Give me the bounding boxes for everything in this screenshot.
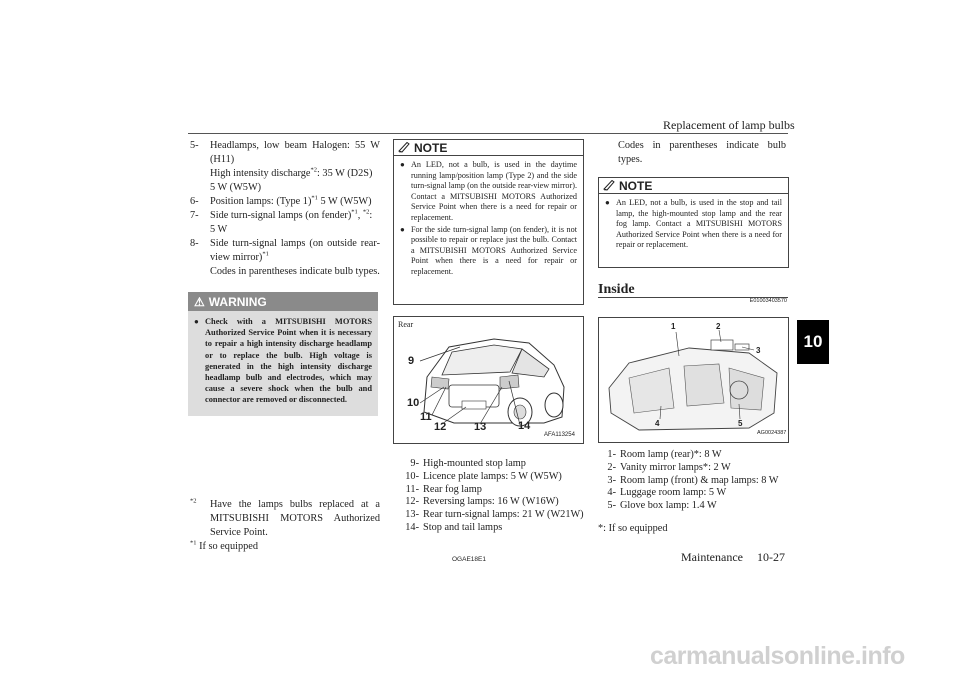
footer-section: Maintenance [681,550,743,564]
callout-label: 14 [518,420,531,432]
page-number: 10-27 [757,550,785,564]
list-item: 5- Glove box lamp: 1.4 W [607,500,717,512]
list-item: 2- Vanity mirror lamps*: 2 W [607,461,731,473]
note-box: NOTE ● An LED, not a bulb, is used in the stop and tail lamp, the high-mounted stop lamp and the rear fog lamp. Contact a MITSUBISHI MOTORS Authorized Service Point when there is a need for repair or replacement. [598,177,789,268]
figure-code: AFA113254 [544,432,575,438]
running-header: Replacement of lamp bulbs [663,118,795,132]
section-title: Inside [598,282,635,297]
list-item: 6- Position lamps: (Type 1)$^{*1}$ 5 W (W5W) [190,194,372,207]
bullet-icon: ● [400,224,405,234]
list-item: ● An LED, not a bulb, is used in the stop and tail lamp, the high-mounted stop lamp and the rear fog lamp. Contact a MITSUBISHI MOTORS Authorized Service Point when there is a need for repair or replacement. [605,198,782,250]
rear-lamp-list [396,458,586,535]
note-pencil-icon [603,180,615,191]
note-box: NOTE ● An LED, not a bulb, is used in the daytime running lamp/position lamp (Type 2) and the side turn-signal lamp (on the outside rear-view mirror). Contact a MITSUBISHI MOTORS Authorized Service Point when there is a need for repair or replacement. ● For the side turn-signal lamp (on fender), it is not possible to repair or replace just the bulb. Contact a MITSUBISHI MOTORS Authorized Service Point when there is a need for repair or replacement. [393,139,584,305]
list-item: 4- Luggage room lamp: 5 W [607,487,727,499]
chapter-tab[interactable]: 10 [797,320,829,364]
list-item: 12- Reversing lamps: 16 W (W16W) [405,496,559,508]
footnote-text: If so equipped [199,541,258,552]
footnote-text: *: If so equipped [598,523,668,534]
warning-triangle-icon: ⚠ [194,294,205,309]
section-code: E01003403570 [749,298,787,304]
footnote-text: Have the lamps bulbs replaced at a MITSUBISHI MOTORS Authorized Service Point. [210,499,380,538]
list-item: 8- Side turn-signal lamps (on outside rear- view mirror)$^{*1}$ Codes in parentheses indicate bulb types. [190,238,380,277]
front-lamp-list [190,139,380,279]
list-item: ● An LED, not a bulb, is used in the daytime running lamp/position lamp (Type 2) and the side turn-signal lamp (on the outside rear-view mirror). Contact a MITSUBISHI MOTORS Authorized Service Point when there is a need for repair or replacement. [400,160,577,222]
interior-illustration [599,318,788,442]
callout-label: 3 [756,346,761,355]
interior-lamps-figure [598,317,789,443]
bullet-icon: ● [605,198,610,207]
warning-header: ⚠ WARNING [188,292,378,311]
figure-caption: Rear [398,320,414,329]
list-item: 11- Rear fog lamp [405,483,482,495]
list-item: 5- Headlamps, low beam Halogen: 55 W (H11) High intensity discharge$^{*2}$: 35 W (D2S) 5 W (W5W) [190,140,380,193]
callout-label: 9 [408,355,415,367]
header-rule [188,133,788,134]
rear-lamps-figure [393,316,584,444]
callout-label: 2 [716,322,721,331]
rear-car-illustration [394,317,583,443]
callout-label: 10 [407,397,420,409]
codes-note: Codes in parentheses indicate bulb types. [618,140,786,165]
callout-label: 12 [434,421,447,433]
interior-lamp-list [601,449,791,513]
bullet-icon: ● [400,160,405,169]
watermark: carmanualsonline.info [650,642,905,670]
list-item: 13- Rear turn-signal lamps: 21 W (W21W) [405,509,584,521]
list-item: 14- Stop and tail lamps [405,521,503,533]
list-item: 7- Side turn-signal lamps (on fender)$^{*1}$, $^{*2}$: 5 W [190,208,373,235]
figure-code: AG0024387 [757,430,787,436]
callout-label: 4 [655,419,660,428]
list-item: 3- Room lamp (front) & map lamps: 8 W [607,474,779,486]
bullet-icon: ● [194,317,199,326]
callout-label: 1 [671,322,676,331]
callout-label: 13 [474,421,487,433]
warning-box [188,292,378,416]
list-item: 10- Licence plate lamps: 5 W (W5W) [405,470,562,482]
list-item: 9- High-mounted stop lamp [410,458,526,469]
callout-label: 5 [738,419,743,428]
callout-label: 11 [420,411,432,423]
document-code: OGAE18E1 [452,556,486,563]
list-item: ● For the side turn-signal lamp (on fender), it is not possible to repair or replace just the bulb. Contact a MITSUBISHI MOTORS Authorized Service Point when there is a need for repair or replacement. [400,224,577,276]
note-pencil-icon [398,142,410,153]
warning-text: Check with a MITSUBISHI MOTORS Authorized Service Point when it is necessary to repair a high intensity discharge headlamp or to replace the bulb. High voltage is generated in the high intensity discharge headlamp bulb and electrodes, which may cause a severe shock when the bulb and connector are removed or disconnected. [205,317,372,405]
list-item: 1- Room lamp (rear)*: 8 W [607,449,722,460]
footnotes: $^{*2}$ Have the lamps bulbs replaced at a MITSUBISHI MOTORS Authorized Service Point. $^{*1}$ If so equipped [190,497,380,552]
